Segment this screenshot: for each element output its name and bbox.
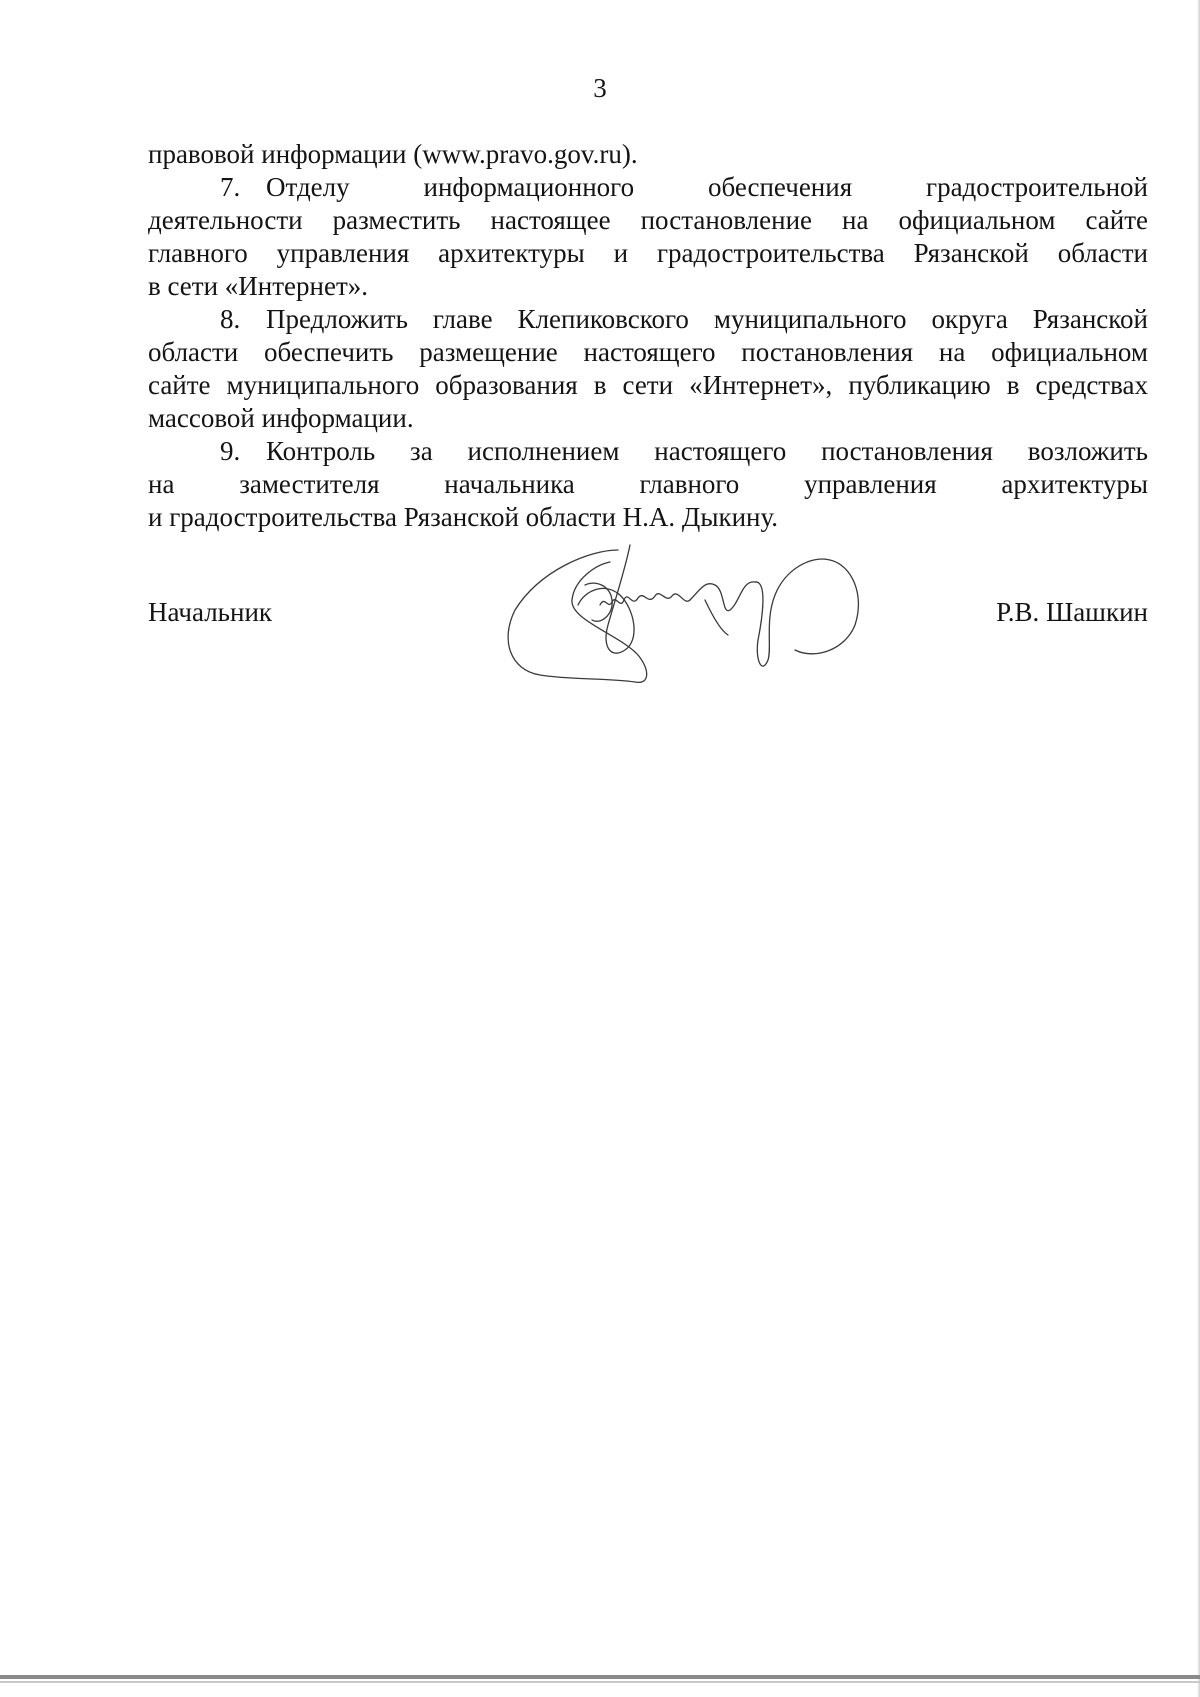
handwritten-signature [500, 540, 900, 690]
item-7 [148, 171, 1148, 303]
signatory-title: Начальник [148, 597, 273, 627]
paragraph-continuation: правовой информации (www.pravo.gov.ru). [148, 139, 638, 169]
document-body [148, 138, 1148, 534]
item-9-line-3: и градостроительства Рязанской области Н.А. Дыкину. [148, 502, 779, 532]
item-8-line-1 [148, 303, 1148, 336]
item-8-text-1: Предложить главе Клепиковского муниципального округа Рязанской [266, 304, 1148, 334]
item-7-number: 7. [220, 172, 241, 202]
item-9-line-2: на заместителя начальника главного управления архитектуры [148, 469, 1148, 499]
item-9-line-1 [148, 435, 1148, 468]
signatory-name: Р.В. Шашкин [996, 597, 1148, 627]
item-8 [148, 303, 1148, 435]
item-9-text-1: Контроль за исполнением настоящего постановления возложить [266, 436, 1148, 466]
item-7-text-1: Отделу информационного обеспечения градостроительной [266, 172, 1148, 202]
item-7-line-3: главного управления архитектуры и градостроительства Рязанской области [148, 238, 1148, 268]
page-number: 3 [593, 73, 607, 103]
item-7-line-2: деятельности разместить настоящее постановление на официальном сайте [148, 205, 1148, 235]
item-9-number: 9. [220, 436, 241, 466]
item-8-number: 8. [220, 304, 241, 334]
item-8-line-3: сайте муниципального образования в сети «Интернет», публикацию в средствах [148, 370, 1148, 400]
item-7-line-1 [148, 171, 1148, 204]
scan-edge-bottom [0, 1675, 1200, 1679]
scan-edge-bottom-shadow [0, 1681, 1200, 1683]
item-8-line-2: области обеспечить размещение настоящего постановления на официальном [148, 337, 1148, 367]
item-8-line-4: массовой информации. [148, 403, 414, 433]
item-9 [148, 435, 1148, 534]
item-7-line-4: в сети «Интернет». [148, 271, 369, 301]
